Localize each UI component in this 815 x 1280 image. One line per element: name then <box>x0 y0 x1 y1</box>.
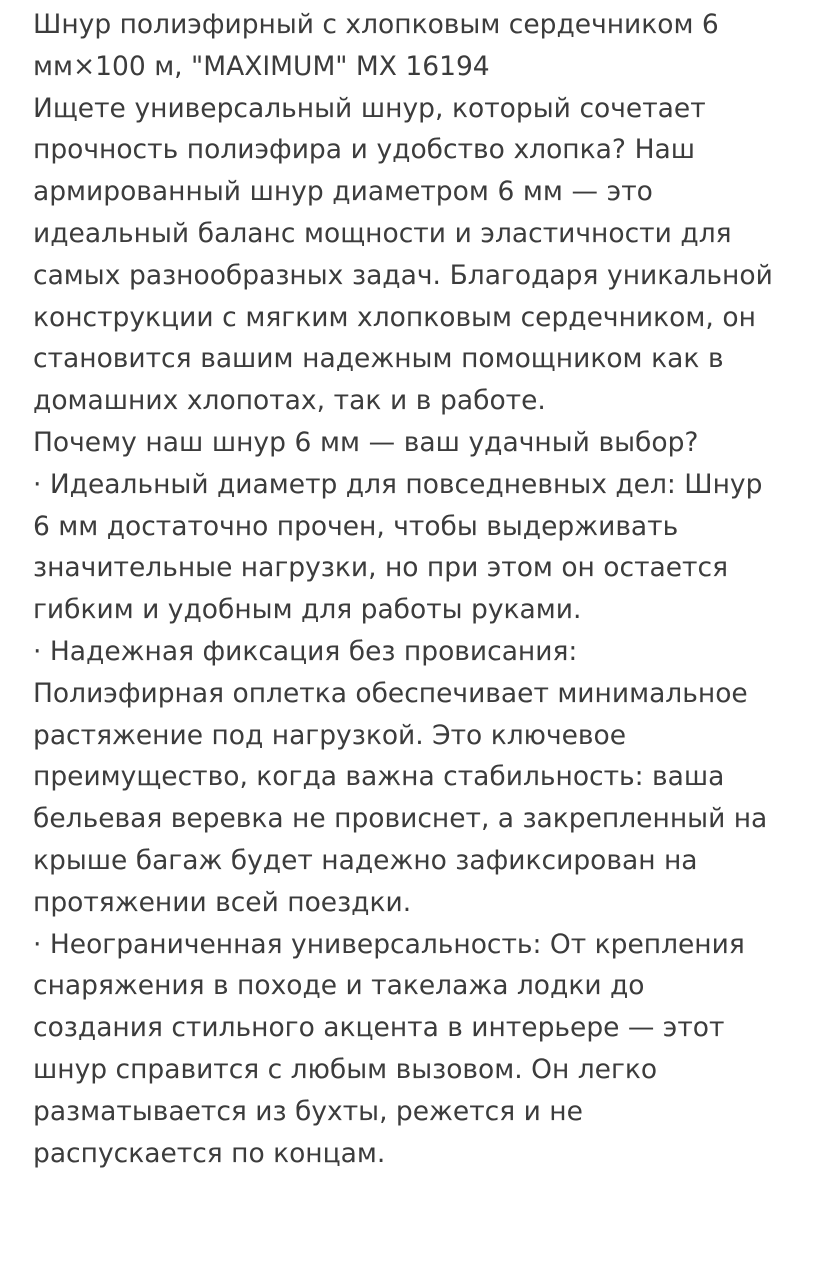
benefit-item-2: · Надежная фиксация без провисания: Полиэфирная оплетка обеспечивает минимальное растяжение под нагрузкой. Это ключевое преимущество, когда важна стабильность: ваша бельевая веревка не провиснет, а закрепленный на крыше багаж будет надежно зафиксирован на протяжении всей поездки. <box>33 635 768 918</box>
benefit-item-3: · Неограниченная универсальность: От крепления снаряжения в походе и такелажа лодки до создания стильного акцента в интерьере — этот шнур справится с любым вызовом. Он легко разматывается из бухты, режется и не распускается по концам. <box>33 928 745 1169</box>
intro-paragraph: Ищете универсальный шнур, который сочетает прочность полиэфира и удобство хлопка? Наш армированный шнур диаметром 6 мм — это идеальный баланс мощности и эластичности для самых разнообразных задач. Благодаря уникальной конструкции с мягким хлопковым сердечником, он становится вашим надежным помощником как в домашних хлопотах, так и в работе. <box>33 92 773 417</box>
benefit-item-1: · Идеальный диаметр для повседневных дел: Шнур 6 мм достаточно прочен, чтобы выдерживать значительные нагрузки, но при этом он остается гибким и удобным для работы руками. <box>33 468 763 626</box>
benefits-question: Почему наш шнур 6 мм — ваш удачный выбор? <box>33 426 699 458</box>
product-title: Шнур полиэфирный с хлопковым сердечником 6 мм×100 м, "MAXIMUM" MX 16194 <box>33 9 719 82</box>
